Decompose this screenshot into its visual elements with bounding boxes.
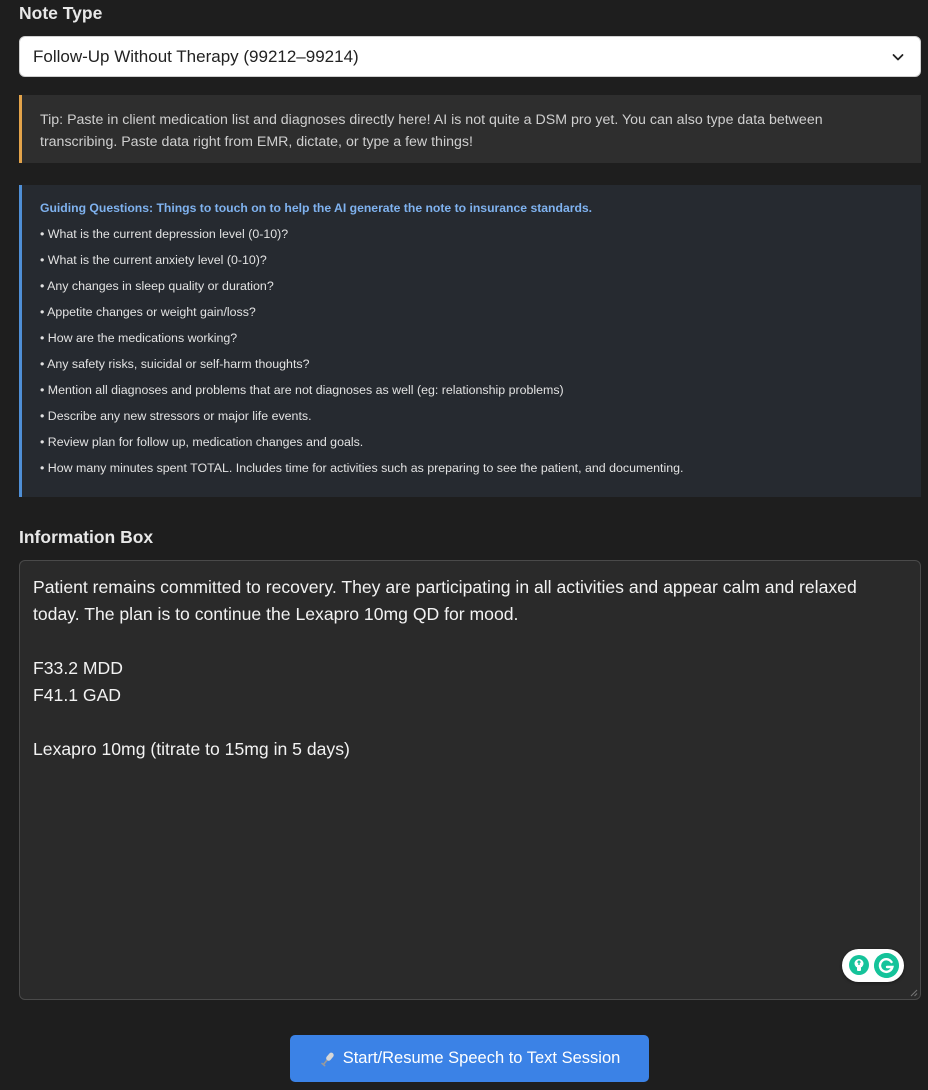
guiding-question-item: • Mention all diagnoses and problems that are not diagnoses as well (eg: relationship problems) [40, 383, 564, 397]
start-speech-to-text-button[interactable] [290, 1035, 649, 1082]
note-type-selected-value: Follow-Up Without Therapy (99212–99214) [33, 46, 359, 66]
guiding-questions-list [40, 226, 903, 486]
guiding-question-item: • What is the current depression level (0-10)? [40, 227, 289, 241]
information-box-text: Patient remains committed to recovery. They are participating in all activities and appear calm and relaxed today. The plan is to continue the Lexapro 10mg QD for mood. F33.2 MDD F41.1 GAD Lexapro 10mg (titrate to 15mg in 5 days) [33, 577, 857, 759]
guiding-question-item: • Any changes in sleep quality or duration? [40, 279, 274, 293]
chevron-down-icon [892, 51, 904, 63]
grammarly-widget[interactable] [842, 949, 904, 982]
guiding-question-item: • How are the medications working? [40, 331, 238, 345]
information-box-label: Information Box [19, 527, 154, 547]
guiding-question-item: • Appetite changes or weight gain/loss? [40, 305, 256, 319]
microphone-icon [319, 1050, 337, 1068]
guiding-questions-title: Guiding Questions: Things to touch on to help the AI generate the note to insurance standards. [40, 201, 593, 215]
speech-button-label: Start/Resume Speech to Text Session [342, 1049, 621, 1067]
guiding-question-item: • How many minutes spent TOTAL. Includes time for activities such as preparing to see the patient, and documenting. [40, 461, 684, 475]
guiding-question-item: • What is the current anxiety level (0-10)? [40, 253, 267, 267]
guiding-question-item: • Any safety risks, suicidal or self-harm thoughts? [40, 357, 310, 371]
tip-callout [19, 95, 921, 163]
guiding-question-item: • Describe any new stressors or major life events. [40, 409, 312, 423]
tip-text: Tip: Paste in client medication list and diagnoses directly here! AI is not quite a DSM pro yet. You can also type data between transcribing. Paste data right from EMR, dictate, or type a few things! [40, 112, 823, 150]
grammarly-logo-icon[interactable] [874, 953, 899, 978]
guiding-questions-panel [19, 185, 921, 497]
guiding-question-item: • Review plan for follow up, medication changes and goals. [40, 435, 364, 449]
resize-handle-icon[interactable] [909, 988, 918, 997]
note-type-label: Note Type [19, 3, 103, 23]
information-box-textarea[interactable] [19, 560, 921, 1000]
lightbulb-icon[interactable] [848, 954, 870, 976]
note-type-select[interactable] [19, 36, 921, 77]
